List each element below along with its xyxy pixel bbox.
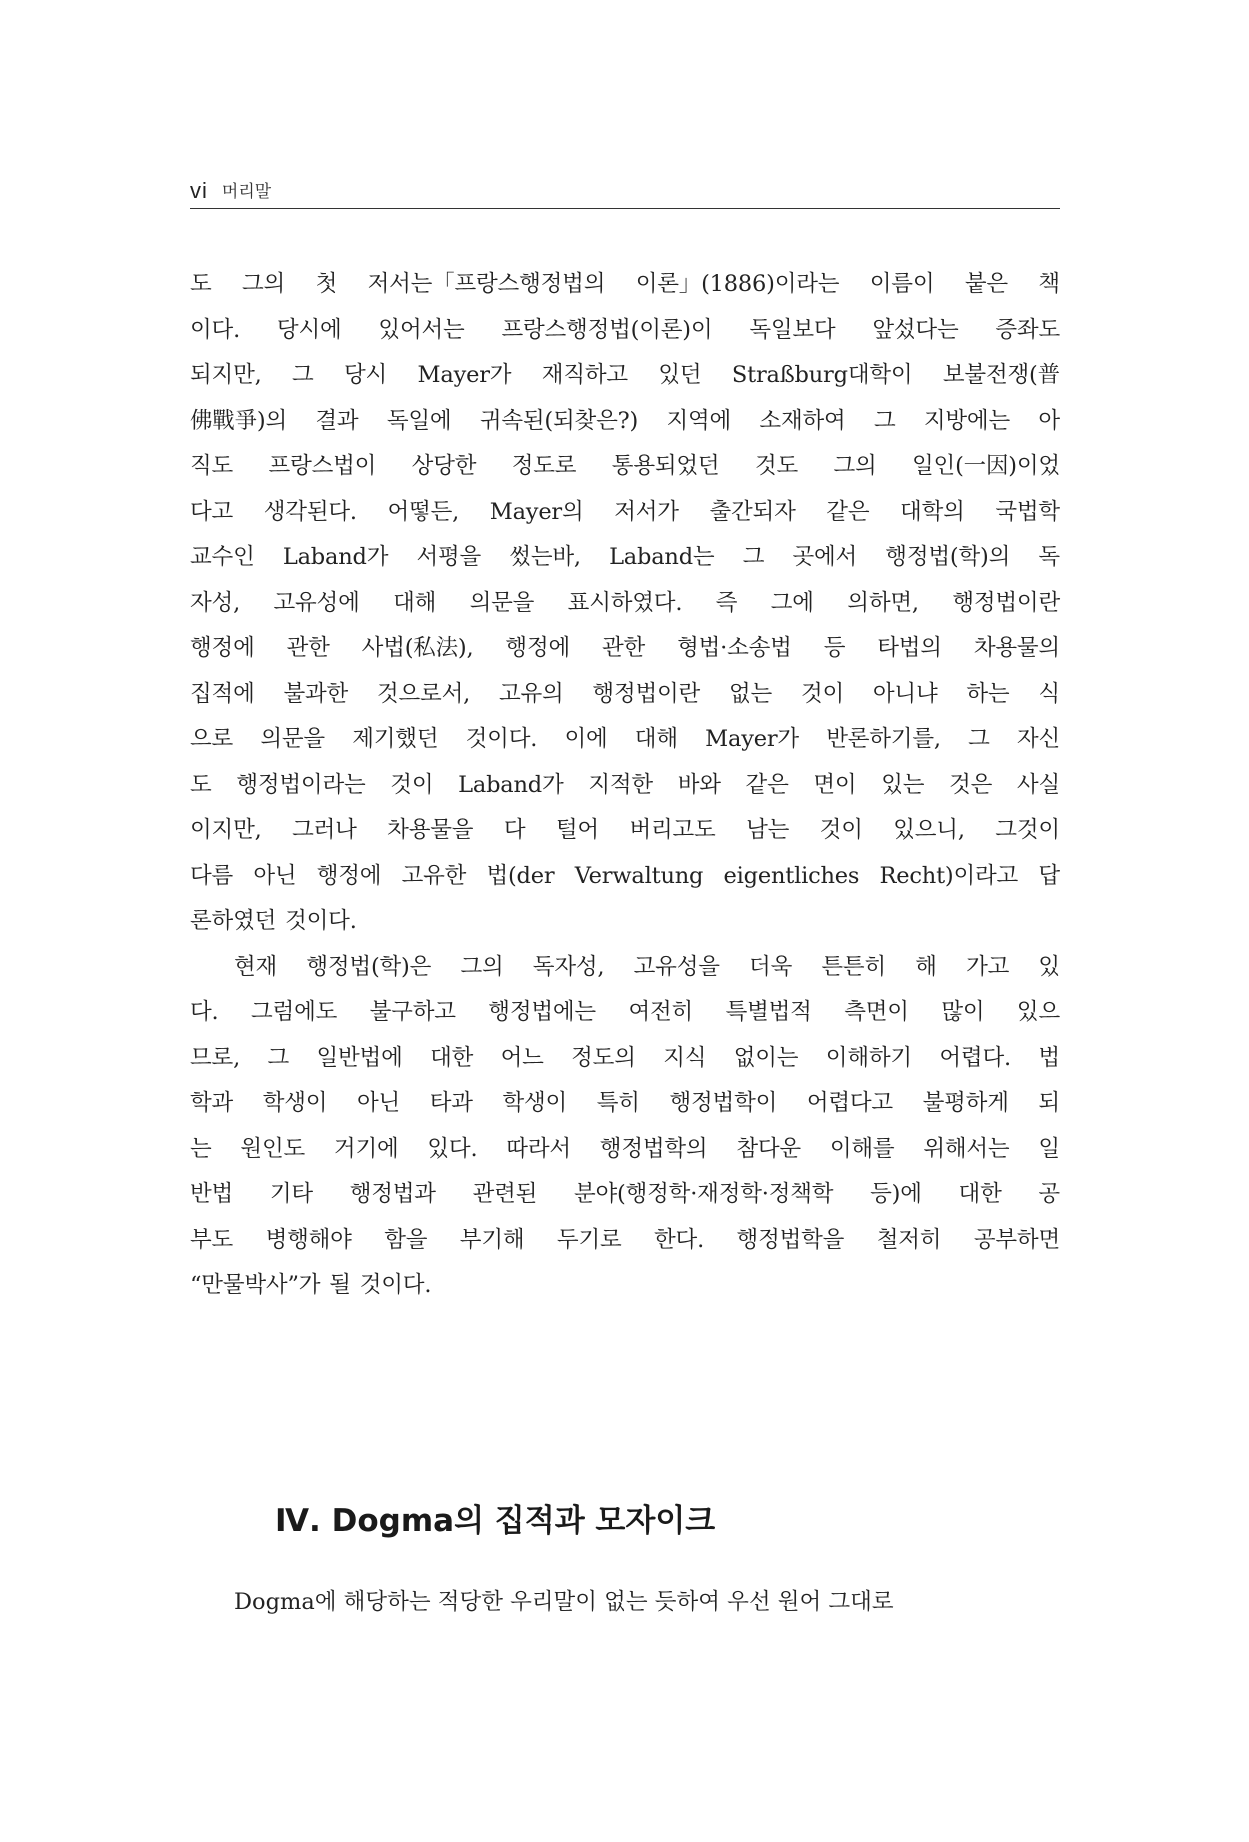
text-line: 므로, 그 일반법에 대한 어느 정도의 지식 없이는 이해하기 어렵다. 법 bbox=[190, 1044, 1060, 1071]
text-line: 으로 의문을 제기했던 것이다. 이에 대해 Mayer가 반론하기를, 그 자신 bbox=[190, 726, 1060, 752]
section-heading: Ⅳ. Dogma의 집적과 모자이크 bbox=[275, 1503, 716, 1539]
text-line: 다. 그럼에도 불구하고 행정법에는 여전히 특별법적 측면이 많이 있으 bbox=[190, 999, 1060, 1025]
text-line: “만물박사”가 될 것이다. bbox=[190, 1272, 432, 1298]
text-line: 이다. 당시에 있어서는 프랑스행정법(이론)이 독일보다 앞섰다는 증좌도 bbox=[190, 316, 1060, 343]
paragraph-3: Dogma에 해당하는 적당한 우리말이 없는 듯하여 우선 원어 그대로 bbox=[234, 1589, 894, 1615]
text-line: 다름 아닌 행정에 고유한 법(der Verwaltung eigentliches Recht)이라고 답 bbox=[190, 862, 1060, 889]
text-line: 직도 프랑스법이 상당한 정도로 통용되었던 것도 그의 일인(一因)이었 bbox=[190, 453, 1060, 479]
text-line: 현재 행정법(학)은 그의 독자성, 고유성을 더욱 튼튼히 해 가고 있 bbox=[234, 953, 1060, 980]
text-line: 도 행정법이라는 것이 Laband가 지적한 바와 같은 면이 있는 것은 사실 bbox=[190, 771, 1060, 798]
text-line: 집적에 불과한 것으로서, 고유의 행정법이란 없는 것이 아니냐 하는 식 bbox=[190, 680, 1060, 707]
page-header bbox=[190, 176, 1060, 209]
paragraph-2 bbox=[190, 945, 1060, 1309]
text-line: 교수인 Laband가 서평을 썼는바, Laband는 그 곳에서 행정법(학)의 독 bbox=[190, 544, 1060, 570]
text-line: 부도 병행해야 함을 부기해 두기로 한다. 행정법학을 철저히 공부하면 bbox=[190, 1226, 1060, 1253]
paragraph-1 bbox=[190, 262, 1060, 945]
text-line: 佛戰爭)의 결과 독일에 귀속된(되찾은?) 지역에 소재하여 그 지방에는 아 bbox=[190, 407, 1060, 434]
text-line: 되지만, 그 당시 Mayer가 재직하고 있던 Straßburg대학이 보불전쟁(普 bbox=[190, 362, 1060, 388]
text-line: 반법 기타 행정법과 관련된 분야(행정학·재정학·정책학 등)에 대한 공 bbox=[190, 1181, 1060, 1207]
text-line: 론하였던 것이다. bbox=[190, 908, 357, 934]
page-number: vi bbox=[190, 178, 208, 203]
text-line: 도 그의 첫 저서는「프랑스행정법의 이론」(1886)이라는 이름이 붙은 책 bbox=[190, 271, 1060, 297]
text-line: 행정에 관한 사법(私法), 행정에 관한 형법·소송법 등 타법의 차용물의 bbox=[190, 635, 1060, 661]
running-head: 머리말 bbox=[221, 182, 272, 202]
text-line: 다고 생각된다. 어떻든, Mayer의 저서가 출간되자 같은 대학의 국법학 bbox=[190, 498, 1060, 525]
text-line: 는 원인도 거기에 있다. 따라서 행정법학의 참다운 이해를 위해서는 일 bbox=[190, 1135, 1060, 1162]
text-line: 자성, 고유성에 대해 의문을 표시하였다. 즉 그에 의하면, 행정법이란 bbox=[190, 589, 1060, 616]
body-text bbox=[190, 262, 1060, 1309]
text-line: 이지만, 그러나 차용물을 다 털어 버리고도 남는 것이 있으니, 그것이 bbox=[190, 817, 1060, 843]
text-line: 학과 학생이 아닌 타과 학생이 특히 행정법학이 어렵다고 불평하게 되 bbox=[190, 1090, 1060, 1116]
